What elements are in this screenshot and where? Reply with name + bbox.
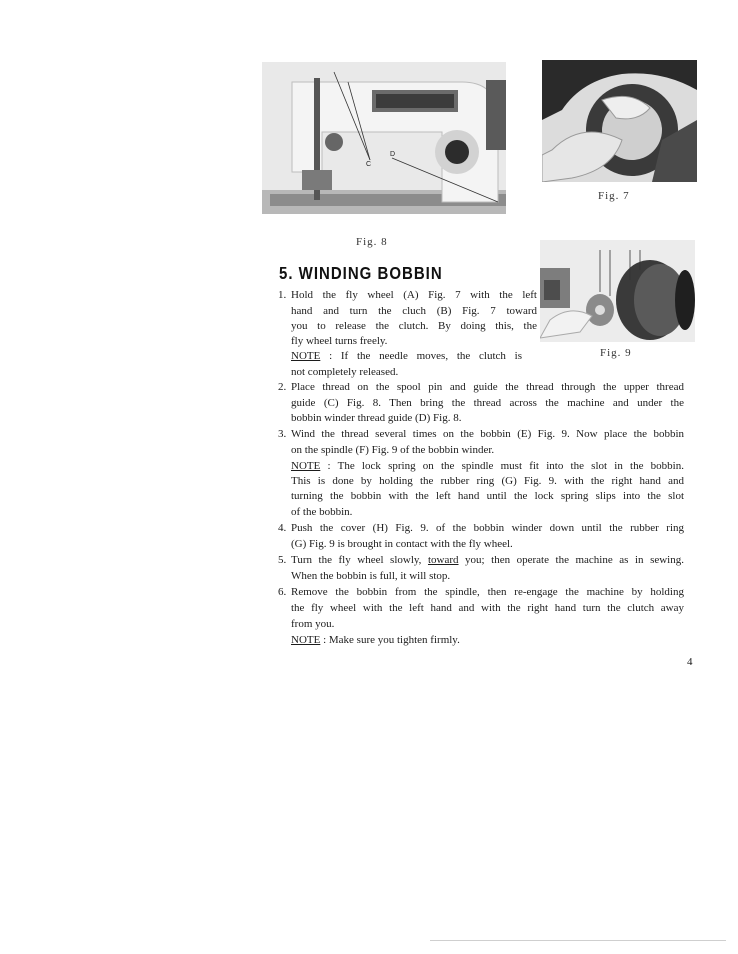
step-2-line-3: bobbin winder thread guide (D) Fig. 8. <box>291 412 462 424</box>
step-6-note-text: : Make sure you tighten firmly. <box>320 634 460 646</box>
step-3-line-1: Wind the thread several times on the bobbin (E) Fig. 9. Now place the bobbin <box>291 428 684 440</box>
bobbin-winder-illustration <box>540 240 695 342</box>
step-3-note-line-2: This is done by holding the rubber ring (G) Fig. 9. with the right hand and <box>291 475 684 487</box>
step-2-line-2: guide (C) Fig. 8. Then bring the thread across the machine and under the <box>291 397 684 409</box>
fig8-photo <box>262 62 506 214</box>
step-6-line-2: the fly wheel with the left hand and with the right hand turn the clutch away <box>291 602 684 614</box>
step-5-text-post: you; then operate the machine as in sewing. <box>458 554 684 566</box>
step-6-number: 6. <box>278 586 287 598</box>
step-2-line-1: Place thread on the spool pin and guide the thread through the upper thread <box>291 381 684 393</box>
step-1-note <box>291 350 537 363</box>
step-4-line-1: Push the cover (H) Fig. 9. of the bobbin winder down until the rubber ring <box>291 522 684 534</box>
fig9-photo <box>540 240 695 342</box>
step-1-line-4: fly wheel turns freely. <box>291 335 388 347</box>
step-3-number: 3. <box>278 428 287 440</box>
note-label: NOTE <box>291 634 321 646</box>
step-3-note-line-4: of the bobbin. <box>291 506 353 518</box>
note-label: NOTE <box>291 350 321 362</box>
step-6-line-3: from you. <box>291 618 335 630</box>
bottom-rule <box>430 940 726 941</box>
step-5-text-pre: Turn the fly wheel slowly, <box>291 554 428 566</box>
step-5-line-1 <box>291 554 684 567</box>
sewing-machine-illustration <box>262 62 506 214</box>
fig8-label-d: D <box>390 151 396 158</box>
fig8-caption: Fig. 8 <box>356 236 388 248</box>
step-4-number: 4. <box>278 522 287 534</box>
step-5-number: 5. <box>278 554 287 566</box>
step-5-underlined-word: toward <box>427 554 459 566</box>
step-3-note <box>291 460 684 473</box>
step-3-note-text: : The lock spring on the spindle must fit into the slot in the bobbin. <box>320 460 684 472</box>
step-1-line-3: you to release the clutch. By doing this, the <box>291 320 537 332</box>
note-label: NOTE <box>291 460 321 472</box>
step-3-line-2: on the spindle (F) Fig. 9 of the bobbin winder. <box>291 444 495 456</box>
fig9-caption: Fig. 9 <box>600 347 632 359</box>
step-1-line-2: hand and turn the cluch (B) Fig. 7 toward <box>291 305 537 317</box>
fly-wheel-hands-illustration <box>542 60 697 182</box>
step-4-line-2: (G) Fig. 9 is brought in contact with the fly wheel. <box>291 538 513 550</box>
step-1-line-1: Hold the fly wheel (A) Fig. 7 with the left <box>291 289 537 301</box>
step-2-number: 2. <box>278 381 287 393</box>
step-1-note-text: : If the needle moves, the clutch is <box>320 350 522 362</box>
section-heading: 5. WINDING BOBBIN <box>279 264 443 284</box>
step-6-line-1: Remove the bobbin from the spindle, then re-engage the machine by holding <box>291 586 684 598</box>
fig7-photo <box>542 60 697 182</box>
step-3-note-line-3: turning the bobbin with the left hand until the lock spring slips into the slot <box>291 490 684 502</box>
fig7-caption: Fig. 7 <box>598 190 630 202</box>
step-6-note <box>291 634 460 647</box>
step-5-line-2: When the bobbin is full, it will stop. <box>291 570 451 582</box>
page-number: 4 <box>687 656 693 668</box>
fig8-label-c: C <box>366 161 372 168</box>
step-1-number: 1. <box>278 289 287 301</box>
step-1-note-line-2: not completely released. <box>291 366 399 378</box>
